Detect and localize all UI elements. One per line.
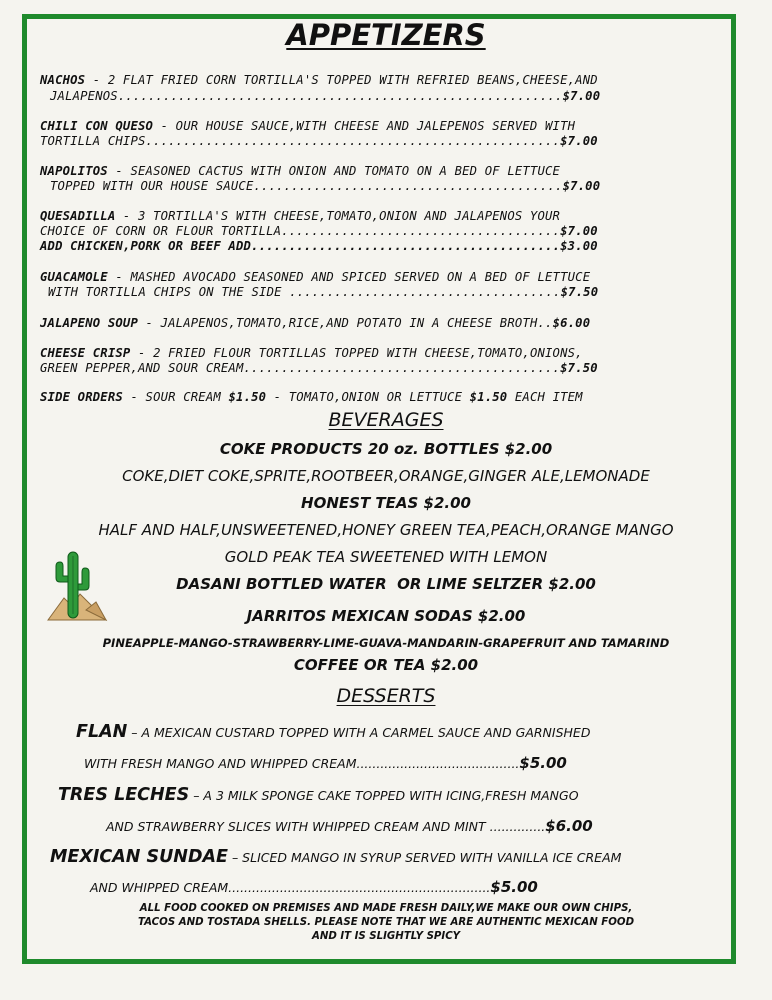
item-price: $7.00 — [560, 134, 598, 148]
menu-item-quesadilla-line2: CHOICE OF CORN OR FLOUR TORTILLA.....................................$7.00 — [40, 224, 598, 238]
dessert-mexican-sundae-line2: AND WHIPPED CREAM..................................................................$5.00 — [90, 878, 538, 896]
footer-note-line: TACOS AND TOSTADA SHELLS. PLEASE NOTE THAT WE ARE AUTHENTIC MEXICAN FOOD — [137, 917, 635, 928]
beverage-line: HALF AND HALF,UNSWEETENED,HONEY GREEN TEA,PEACH,ORANGE MANGO — [98, 521, 674, 539]
beverage-line: HONEST TEAS $2.00 — [301, 494, 471, 512]
dessert-flan: FLAN – A MEXICAN CUSTARD TOPPED WITH A CARMEL SAUCE AND GARNISHED — [76, 722, 591, 742]
menu-item-cheese-crisp: CHEESE CRISP - 2 FRIED FLOUR TORTILLAS TOPPED WITH CHEESE,TOMATO,ONIONS, — [40, 346, 583, 360]
desserts-title: DESSERTS — [336, 685, 436, 707]
item-price: $3.00 — [560, 239, 598, 253]
beverage-line: COKE PRODUCTS 20 oz. BOTTLES $2.00 — [219, 440, 553, 458]
footer-note-line: AND IT IS SLIGHTLY SPICY — [311, 931, 461, 942]
dessert-tres-leches: TRES LECHES – A 3 MILK SPONGE CAKE TOPPED WITH ICING,FRESH MANGO — [58, 785, 579, 805]
footer-note-line: ALL FOOD COOKED ON PREMISES AND MADE FRESH DAILY,WE MAKE OUR OWN CHIPS, — [139, 903, 633, 914]
item-price: $7.00 — [562, 179, 601, 193]
item-name: NAPOLITOS — [40, 164, 108, 178]
item-price: $7.00 — [560, 224, 598, 238]
item-price: $7.50 — [560, 285, 599, 299]
item-name: SIDE ORDERS — [40, 390, 123, 404]
item-name: GUACAMOLE — [40, 270, 108, 284]
item-price: $6.00 — [552, 316, 591, 330]
side-orders: SIDE ORDERS - SOUR CREAM $1.50 - TOMATO,ONION OR LETTUCE $1.50 EACH ITEM — [40, 390, 583, 404]
item-price: $5.00 — [490, 878, 538, 896]
beverage-line: JARRITOS MEXICAN SODAS $2.00 — [246, 607, 526, 625]
beverage-line: COKE,DIET COKE,SPRITE,ROOTBEER,ORANGE,GINGER ALE,LEMONADE — [122, 467, 650, 485]
item-name: TRES LECHES — [58, 785, 190, 805]
beverages-title: BEVERAGES — [328, 409, 444, 431]
item-price: $6.00 — [545, 817, 593, 835]
cactus-icon — [46, 548, 110, 624]
item-name: CHEESE CRISP — [40, 346, 131, 360]
appetizers-title: APPETIZERS — [286, 18, 486, 52]
dessert-mexican-sundae: MEXICAN SUNDAE – SLICED MANGO IN SYRUP SERVED WITH VANILLA ICE CREAM — [50, 847, 622, 867]
menu-item-guacamole: GUACAMOLE - MASHED AVOCADO SEASONED AND SPICED SERVED ON A BED OF LETTUCE — [40, 270, 591, 284]
menu-item-chili-con-queso: CHILI CON QUESO - OUR HOUSE SAUCE,WITH CHEESE AND JALEPENOS SERVED WITH — [40, 119, 576, 133]
item-price: $7.50 — [560, 361, 598, 375]
item-price: $5.00 — [519, 754, 567, 772]
menu-item-napolitos-line2: TOPPED WITH OUR HOUSE SAUCE.........................................$7.00 — [50, 179, 601, 193]
beverage-line: GOLD PEAK TEA SWEETENED WITH LEMON — [224, 548, 548, 566]
menu-item-quesadilla-addon: ADD CHICKEN,PORK OR BEEF ADD.........................................$3.00 — [40, 239, 598, 253]
beverage-line: DASANI BOTTLED WATER OR LIME SELTZER $2.00 — [176, 575, 596, 593]
dessert-flan-line2: WITH FRESH MANGO AND WHIPPED CREAM.........................................$5.00 — [84, 754, 567, 772]
item-name: QUESADILLA — [40, 209, 116, 223]
menu-item-nachos-line2: JALAPENOS...........................................................$7.00 — [50, 89, 601, 103]
item-name: NACHOS — [40, 73, 86, 87]
beverage-line: PINEAPPLE-MANGO-STRAWBERRY-LIME-GUAVA-MANDARIN-GRAPEFRUIT AND TAMARIND — [102, 636, 670, 650]
menu-item-guacamole-line2: WITH TORTILLA CHIPS ON THE SIDE ....................................$7.50 — [48, 285, 599, 299]
item-name: MEXICAN SUNDAE — [50, 847, 228, 867]
menu-item-quesadilla: QUESADILLA - 3 TORTILLA'S WITH CHEESE,TOMATO,ONION AND JALAPENOS YOUR — [40, 209, 561, 223]
beverage-line: COFFEE OR TEA $2.00 — [293, 656, 479, 674]
item-name: CHILI CON QUESO — [40, 119, 154, 133]
dessert-tres-leches-line2: AND STRAWBERRY SLICES WITH WHIPPED CREAM AND MINT ..............$6.00 — [106, 817, 593, 835]
menu-item-cheese-crisp-line2: GREEN PEPPER,AND SOUR CREAM..........................................$7.50 — [40, 361, 598, 375]
item-name: FLAN — [76, 722, 128, 742]
item-price: $7.00 — [562, 89, 601, 103]
menu-item-chili-con-queso-line2: TORTILLA CHIPS.......................................................$7.00 — [40, 134, 598, 148]
menu-item-jalapeno-soup: JALAPENO SOUP - JALAPENOS,TOMATO,RICE,AND POTATO IN A CHEESE BROTH..$6.00 — [40, 316, 591, 330]
menu-item-napolitos: NAPOLITOS - SEASONED CACTUS WITH ONION AND TOMATO ON A BED OF LETTUCE — [40, 164, 561, 178]
item-name: JALAPENO SOUP — [40, 316, 138, 330]
menu-item-nachos: NACHOS - 2 FLAT FRIED CORN TORTILLA'S TOPPED WITH REFRIED BEANS,CHEESE,AND — [40, 73, 598, 87]
